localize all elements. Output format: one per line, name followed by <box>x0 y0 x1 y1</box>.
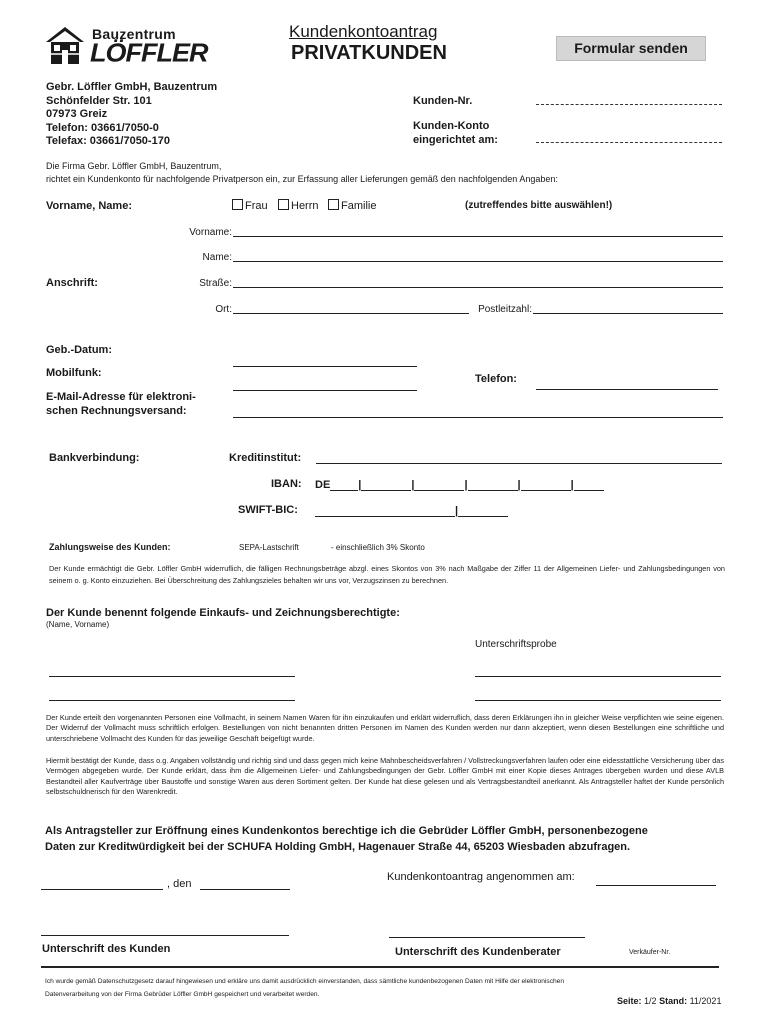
address-label: Anschrift: <box>46 277 98 289</box>
mobile-field[interactable] <box>233 390 417 391</box>
form-subtitle: PRIVATKUNDEN <box>291 42 447 64</box>
schufa-consent-line1: Als Antragsteller zur Eröffnung eines Kundenkontos berechtige ich die Gebrüder Löffler GmbH, personenbezogene <box>45 825 648 837</box>
company-city: 07973 Greiz <box>46 108 108 120</box>
bank-institute-label: Kreditinstitut: <box>229 452 302 464</box>
stand-label: Stand: <box>659 996 688 1006</box>
street-field[interactable] <box>233 287 723 288</box>
phone-label: Telefon: <box>475 373 517 385</box>
salutation-familie-label: Familie <box>341 200 377 212</box>
email-label-line1: E-Mail-Adresse für elektroni- <box>46 391 196 403</box>
mobile-label: Mobilfunk: <box>46 367 102 379</box>
company-logo <box>44 24 214 66</box>
bank-label: Bankverbindung: <box>49 452 140 464</box>
phone-field[interactable] <box>536 389 718 390</box>
send-form-button[interactable]: Formular senden <box>556 36 706 61</box>
email-label-line2: schen Rechnungsversand: <box>46 405 187 417</box>
payment-method: SEPA-Lastschrift <box>239 543 299 552</box>
account-created-label <box>413 120 498 147</box>
intro-line-2: richtet ein Kundenkonto für nachfolgende Privatperson ein, zur Erfassung aller Lieferungen gemäß den nachfolgenden Angaben: <box>46 174 558 184</box>
checkbox-familie[interactable] <box>328 199 339 210</box>
bank-institute-field[interactable] <box>316 463 722 464</box>
zip-label: Postleitzahl: <box>478 304 532 315</box>
proxy-text: Der Kunde erteilt den vorgenannten Personen eine Vollmacht, in seinem Namen Waren für ihn einzukaufen und erklärt widerruflich, dass deren Erklärungen ihn in gleicher Weise verpflichten wie seine eigenen. Der Widerruf der Vollmacht muss schriftlich erfolgen. Bestellungen von nicht benannten dritten Personen im Namen des Kunden werden nur dann akzeptiert, wenn diesen Bestellungen eine schriftliche und unterschriebene Vollmacht des Kunden für das jeweilige Geschäft beigefügt wurde. <box>46 713 724 743</box>
iban-field[interactable]: DE | | | | | <box>315 478 604 491</box>
account-created-label-line1: Kunden-Konto <box>413 120 490 132</box>
authorized-heading: Der Kunde benennt folgende Einkaufs- und Zeichnungsberechtigte: <box>46 607 400 619</box>
date-field[interactable] <box>200 889 290 890</box>
street-label: Straße: <box>199 278 232 289</box>
birthdate-label: Geb.-Datum: <box>46 344 112 356</box>
intro-text <box>46 160 558 186</box>
footer-divider <box>41 966 719 968</box>
authorized-name-field-2[interactable] <box>49 700 295 701</box>
payment-text: Der Kunde ermächtigt die Gebr. Löffler GmbH widerruflich, die fälligen Rechnungsbeträge abzgl. eines Skontos von 3% nach Maßgabe der Ziffer 11 der Allgemeinen Liefer- und Zahlungsbedingungen von seinem o. g. Konto einzuziehen. Bei Überschreitung des Zahlungszieles behalten wir uns vor, Verzugszinsen zu berechnen. <box>49 564 725 585</box>
birthdate-field[interactable] <box>233 366 417 367</box>
privacy-note <box>45 975 564 1001</box>
advisor-signature-field[interactable] <box>389 937 585 938</box>
company-name: Gebr. Löffler GmbH, Bauzentrum <box>46 81 218 93</box>
payment-label: Zahlungsweise des Kunden: <box>49 542 171 552</box>
salutation-herrn[interactable] <box>278 199 319 212</box>
firstname-field[interactable] <box>233 236 723 237</box>
city-label: Ort: <box>215 304 232 315</box>
swift-label: SWIFT-BIC: <box>238 504 298 516</box>
den-label: , den <box>167 878 192 890</box>
lastname-field[interactable] <box>233 261 723 262</box>
email-label <box>46 390 196 418</box>
form-title: Kundenkontoantrag <box>289 22 438 41</box>
logo-main-text: LÖFFLER <box>90 38 208 68</box>
stand-value: 11/2021 <box>689 996 722 1006</box>
accepted-label: Kundenkontoantrag angenommen am: <box>387 871 575 883</box>
account-created-date-field[interactable] <box>536 142 722 143</box>
customer-number-field[interactable] <box>536 104 722 105</box>
name-section-label: Vorname, Name: <box>46 200 132 212</box>
privacy-note-line2: Datenverarbeitung von der Firma Gebrüder Löffler GmbH gespeichert und verarbeitet werden. <box>45 991 320 998</box>
salutation-hint: (zutreffendes bitte auswählen!) <box>465 200 613 211</box>
salutation-herrn-label: Herrn <box>291 200 319 212</box>
signature-sample-label: Unterschriftsprobe <box>475 639 557 650</box>
iban-label: IBAN: <box>271 478 302 490</box>
lastname-label: Name: <box>202 252 232 263</box>
authorized-name-field-1[interactable] <box>49 676 295 677</box>
page-value: 1/2 <box>644 996 657 1006</box>
customer-number-label: Kunden-Nr. <box>413 95 473 107</box>
logo-top-text: Bauzentrum <box>92 26 176 42</box>
salutation-frau-label: Frau <box>245 200 268 212</box>
page-info <box>617 996 721 1006</box>
payment-discount: - einschließlich 3% Skonto <box>331 543 425 552</box>
city-field[interactable] <box>233 313 469 314</box>
company-address <box>46 81 217 149</box>
accepted-date-field[interactable] <box>596 885 716 886</box>
confirmation-text: Hiermit bestätigt der Kunde, dass o.g. Angaben vollständig und richtig sind und dass gegen mich keine Mahnbescheidsverfahren / Vollstreckungsverfahren laufen oder eine eidesstattliche Versicherung über das Vermögen abgegeben wurde. Der Kunde erklärt, dass ihm die Allgemeinen Liefer- und Zahlungsbedingungen der Gebr. Löffler GmbH mit einer Kopie dieses Antrages übergeben wurden und diese AVLB Bestandteil aller Kaufverträge über Baustoffe und sonstige Waren aus deren Sortiment gelten. Der Kunde hat diese gelesen und als Vertragsbestandteil anerkannt. Als Antragsteller haftet der Kunde persönlich selbstschuldnerisch für den Warenkredit. <box>46 756 724 797</box>
intro-line-1: Die Firma Gebr. Löffler GmbH, Bauzentrum, <box>46 161 222 171</box>
firstname-label: Vorname: <box>189 227 232 238</box>
authorized-signature-field-2[interactable] <box>475 700 721 701</box>
authorized-sub: (Name, Vorname) <box>46 620 110 629</box>
checkbox-frau[interactable] <box>232 199 243 210</box>
house-logo-icon <box>44 24 86 64</box>
place-field[interactable] <box>41 889 163 890</box>
email-field[interactable] <box>233 417 723 418</box>
schufa-consent-line2: Daten zur Kreditwürdigkeit bei der SCHUFA Holding GmbH, Hagenauer Straße 44, 65203 Wiesbaden abzufragen. <box>45 841 631 853</box>
swift-field[interactable]: | <box>315 504 508 517</box>
seller-number-label: Verkäufer-Nr. <box>629 949 671 956</box>
zip-field[interactable] <box>533 313 723 314</box>
company-phone: Telefon: 03661/7050-0 <box>46 121 159 134</box>
account-created-label-line2: eingerichtet am: <box>413 133 498 146</box>
schufa-consent <box>45 823 648 855</box>
advisor-signature-label: Unterschrift des Kundenberater <box>395 946 561 958</box>
company-fax: Telefax: 03661/7050-170 <box>46 135 170 147</box>
iban-prefix: DE <box>315 479 331 491</box>
customer-signature-label: Unterschrift des Kunden <box>42 943 171 955</box>
privacy-note-line1: Ich wurde gemäß Datenschutzgesetz darauf hingewiesen und erkläre uns damit ausdrücklich einverstanden, dass sämtliche kundenbezogenen Daten mit Hilfe der elektronischen <box>45 978 565 985</box>
authorized-signature-field-1[interactable] <box>475 676 721 677</box>
salutation-familie[interactable] <box>328 199 376 212</box>
checkbox-herrn[interactable] <box>278 199 289 210</box>
company-street: Schönfelder Str. 101 <box>46 94 152 107</box>
page-label: Seite: <box>617 996 642 1006</box>
salutation-frau[interactable] <box>232 199 268 212</box>
customer-signature-field[interactable] <box>41 935 289 936</box>
